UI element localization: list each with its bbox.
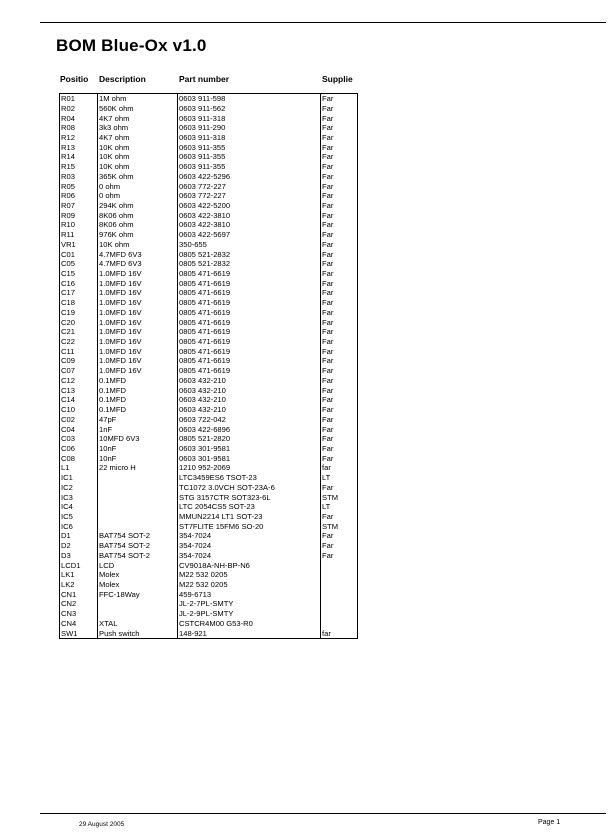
table-row [60,512,358,522]
part-number-cell: 0603 432-210 [178,405,321,415]
description-cell: XTAL [98,619,178,629]
description-cell: 1.0MFD 16V [98,356,178,366]
position-cell: SW1 [60,629,98,639]
supplier-cell: Far [321,259,358,269]
part-number-cell: 350-655 [178,240,321,250]
description-cell: BAT754 SOT-2 [98,551,178,561]
position-cell: CN4 [60,619,98,629]
description-cell: 1.0MFD 16V [98,366,178,376]
description-cell: 10K ohm [98,143,178,153]
description-cell: 3k3 ohm [98,123,178,133]
table-row [60,522,358,532]
table-row [60,463,358,473]
header-description: Description [99,74,146,84]
part-number-cell: 0603 911-318 [178,133,321,143]
table-row [60,541,358,551]
table-row [60,152,358,162]
part-number-cell: 0805 471-6619 [178,347,321,357]
supplier-cell: Far [321,250,358,260]
description-cell: 0.1MFD [98,405,178,415]
position-cell: C13 [60,386,98,396]
table-row [60,259,358,269]
position-cell: R14 [60,152,98,162]
supplier-cell: Far [321,444,358,454]
part-number-cell: 0603 301-9581 [178,454,321,464]
supplier-cell: Far [321,211,358,221]
description-cell: 8K06 ohm [98,220,178,230]
table-row [60,288,358,298]
position-cell: C19 [60,308,98,318]
position-cell: R13 [60,143,98,153]
description-cell: 294K ohm [98,201,178,211]
part-number-cell: 0603 911-355 [178,162,321,172]
position-cell: R04 [60,113,98,123]
description-cell: 1nF [98,424,178,434]
table-row [60,220,358,230]
part-number-cell: 0805 521-2820 [178,434,321,444]
position-cell: R09 [60,211,98,221]
part-number-cell: 0603 432-210 [178,386,321,396]
table-row [60,492,358,502]
description-cell: BAT754 SOT-2 [98,531,178,541]
table-row [60,619,358,629]
supplier-cell: Far [321,113,358,123]
position-cell: IC5 [60,512,98,522]
top-rule [40,22,606,23]
table-row [60,318,358,328]
part-number-cell: 354-7024 [178,531,321,541]
position-cell: C20 [60,318,98,328]
supplier-cell [321,561,358,571]
position-cell: C17 [60,288,98,298]
description-cell: 1.0MFD 16V [98,337,178,347]
description-cell: 1M ohm [98,94,178,104]
part-number-cell: 354-7024 [178,541,321,551]
table-row [60,211,358,221]
description-cell [98,522,178,532]
position-cell: R08 [60,123,98,133]
position-cell: R01 [60,94,98,104]
part-number-cell: 0603 911-562 [178,104,321,114]
part-number-cell: 0805 471-6619 [178,298,321,308]
position-cell: C06 [60,444,98,454]
part-number-cell: MMUN2214 LT1 SOT-23 [178,512,321,522]
header-part-number: Part number [179,74,230,84]
table-row [60,201,358,211]
position-cell: IC1 [60,473,98,483]
table-row [60,113,358,123]
supplier-cell: Far [321,162,358,172]
table-row [60,123,358,133]
part-number-cell: 0603 772-227 [178,191,321,201]
table-row [60,502,358,512]
supplier-cell [321,590,358,600]
position-cell: C10 [60,405,98,415]
description-cell: Push switch [98,629,178,639]
description-cell: 1.0MFD 16V [98,327,178,337]
description-cell: 0 ohm [98,191,178,201]
supplier-cell: Far [321,123,358,133]
bom-table [59,93,358,639]
table-row [60,191,358,201]
table-row [60,415,358,425]
position-cell: LK2 [60,580,98,590]
position-cell: D1 [60,531,98,541]
description-cell: 10K ohm [98,240,178,250]
table-row [60,561,358,571]
supplier-cell: Far [321,318,358,328]
description-cell: 10K ohm [98,152,178,162]
position-cell: C12 [60,376,98,386]
part-number-cell: 0805 471-6619 [178,279,321,289]
part-number-cell: M22 532 0205 [178,570,321,580]
table-row [60,395,358,405]
position-cell: R12 [60,133,98,143]
header-supplier: Supplie [322,74,353,84]
position-cell: C21 [60,327,98,337]
part-number-cell: 0603 422-5697 [178,230,321,240]
part-number-cell: ST7FLITE 15FM6 SO-20 [178,522,321,532]
position-cell: LCD1 [60,561,98,571]
supplier-cell [321,619,358,629]
part-number-cell: LTC3459ES6 TSOT-23 [178,473,321,483]
table-row [60,356,358,366]
description-cell [98,502,178,512]
position-cell: CN2 [60,599,98,609]
supplier-cell: Far [321,405,358,415]
position-cell: D2 [60,541,98,551]
description-cell: 1.0MFD 16V [98,269,178,279]
position-cell: C03 [60,434,98,444]
description-cell: BAT754 SOT-2 [98,541,178,551]
table-row [60,386,358,396]
position-cell: R03 [60,172,98,182]
description-cell [98,483,178,493]
table-row [60,133,358,143]
position-cell: R10 [60,220,98,230]
supplier-cell [321,599,358,609]
supplier-cell: Far [321,240,358,250]
footer-page-number: Page 1 [538,819,561,826]
position-cell: C07 [60,366,98,376]
description-cell: 0.1MFD [98,376,178,386]
part-number-cell: 0603 422-5296 [178,172,321,182]
table-row [60,327,358,337]
description-cell: 1.0MFD 16V [98,318,178,328]
table-row [60,181,358,191]
table-row [60,279,358,289]
supplier-cell: Far [321,298,358,308]
table-row [60,405,358,415]
table-row [60,376,358,386]
supplier-cell: Far [321,230,358,240]
supplier-cell: Far [321,181,358,191]
part-number-cell: JL-2-9PL-SMTY [178,609,321,619]
position-cell: IC2 [60,483,98,493]
description-cell: 47pF [98,415,178,425]
part-number-cell: 0603 911-355 [178,152,321,162]
supplier-cell: Far [321,143,358,153]
supplier-cell: Far [321,308,358,318]
supplier-cell: STM [321,492,358,502]
description-cell [98,492,178,502]
part-number-cell: LTC 2054CS5 SOT-23 [178,502,321,512]
table-row [60,483,358,493]
part-number-cell: 0805 471-6619 [178,288,321,298]
position-cell: IC3 [60,492,98,502]
part-number-cell: 0603 432-210 [178,395,321,405]
table-row [60,347,358,357]
description-cell: 0.1MFD [98,386,178,396]
supplier-cell: Far [321,356,358,366]
supplier-cell: Far [321,288,358,298]
table-row [60,94,358,104]
table-row [60,551,358,561]
table-row [60,580,358,590]
table-row [60,250,358,260]
description-cell: 10K ohm [98,162,178,172]
part-number-cell: 0805 521-2832 [178,259,321,269]
position-cell: R02 [60,104,98,114]
supplier-cell: Far [321,541,358,551]
part-number-cell: 0805 521-2832 [178,250,321,260]
supplier-cell: Far [321,172,358,182]
table-row [60,240,358,250]
table-row [60,454,358,464]
description-cell: 10nF [98,444,178,454]
part-number-cell: TC1072 3.0VCH SOT-23A-6 [178,483,321,493]
supplier-cell: Far [321,327,358,337]
position-cell: R06 [60,191,98,201]
supplier-cell: Far [321,279,358,289]
supplier-cell [321,609,358,619]
table-row [60,172,358,182]
supplier-cell: Far [321,424,358,434]
position-cell: C16 [60,279,98,289]
part-number-cell: 0603 422-5200 [178,201,321,211]
part-number-cell: 459-6713 [178,590,321,600]
table-row [60,298,358,308]
table-row [60,269,358,279]
table-row [60,629,358,639]
position-cell: CN1 [60,590,98,600]
table-row [60,444,358,454]
description-cell: 1.0MFD 16V [98,298,178,308]
supplier-cell: Far [321,376,358,386]
position-cell: C01 [60,250,98,260]
supplier-cell: Far [321,454,358,464]
position-cell: C22 [60,337,98,347]
supplier-cell: LT [321,502,358,512]
supplier-cell: Far [321,337,358,347]
part-number-cell: 0805 471-6619 [178,327,321,337]
table-row [60,609,358,619]
position-cell: VR1 [60,240,98,250]
description-cell: 1.0MFD 16V [98,279,178,289]
part-number-cell: 0603 722-042 [178,415,321,425]
table-row [60,366,358,376]
supplier-cell: Far [321,434,358,444]
part-number-cell: STG 3157CTR SOT323-6L [178,492,321,502]
description-cell: LCD [98,561,178,571]
table-row [60,434,358,444]
description-cell: 0.1MFD [98,395,178,405]
description-cell: 1.0MFD 16V [98,308,178,318]
supplier-cell: Far [321,152,358,162]
supplier-cell: Far [321,220,358,230]
description-cell: 976K ohm [98,230,178,240]
part-number-cell: 1210 952-2069 [178,463,321,473]
supplier-cell: Far [321,395,358,405]
position-cell: C14 [60,395,98,405]
supplier-cell: Far [321,269,358,279]
part-number-cell: 0805 471-6619 [178,269,321,279]
bottom-rule [40,813,606,814]
table-row [60,104,358,114]
description-cell [98,609,178,619]
description-cell: 22 micro H [98,463,178,473]
supplier-cell: Far [321,415,358,425]
part-number-cell: 148-921 [178,629,321,639]
description-cell: 10nF [98,454,178,464]
part-number-cell: 0603 911-598 [178,94,321,104]
supplier-cell: far [321,463,358,473]
part-number-cell: 0603 772-227 [178,181,321,191]
supplier-cell: Far [321,191,358,201]
part-number-cell: 0603 422-3810 [178,220,321,230]
position-cell: IC4 [60,502,98,512]
position-cell: LK1 [60,570,98,580]
position-cell: C15 [60,269,98,279]
part-number-cell: 0805 471-6619 [178,366,321,376]
position-cell: C04 [60,424,98,434]
position-cell: C02 [60,415,98,425]
part-number-cell: 0805 471-6619 [178,337,321,347]
part-number-cell: CSTCR4M00 G53-R0 [178,619,321,629]
table-row [60,473,358,483]
table-row [60,162,358,172]
position-cell: C11 [60,347,98,357]
table-row [60,531,358,541]
supplier-cell: Far [321,104,358,114]
description-cell: 8K06 ohm [98,211,178,221]
part-number-cell: 0603 911-355 [178,143,321,153]
part-number-cell: 0603 911-290 [178,123,321,133]
part-number-cell: 0603 432-210 [178,376,321,386]
part-number-cell: 0603 422-3810 [178,211,321,221]
part-number-cell: 0805 471-6619 [178,308,321,318]
header-position: Positio [60,74,89,84]
position-cell: C09 [60,356,98,366]
position-cell: R07 [60,201,98,211]
table-row [60,337,358,347]
supplier-cell: Far [321,483,358,493]
description-cell [98,599,178,609]
supplier-cell [321,570,358,580]
table-row [60,599,358,609]
supplier-cell: Far [321,366,358,376]
position-cell: C08 [60,454,98,464]
description-cell: Molex [98,580,178,590]
footer-date: 29 August 2005 [79,821,125,828]
supplier-cell: far [321,629,358,639]
description-cell: 1.0MFD 16V [98,347,178,357]
supplier-cell [321,580,358,590]
part-number-cell: CV9018A-NH-BP-N6 [178,561,321,571]
description-cell: 4.7MFD 6V3 [98,259,178,269]
table-row [60,590,358,600]
description-cell: 10MFD 6V3 [98,434,178,444]
part-number-cell: 0603 911-318 [178,113,321,123]
document-title: BOM Blue-Ox v1.0 [56,36,207,55]
part-number-cell: 354-7024 [178,551,321,561]
description-cell: FFC-18Way [98,590,178,600]
description-cell: 560K ohm [98,104,178,114]
position-cell: R05 [60,181,98,191]
position-cell: R11 [60,230,98,240]
position-cell: IC6 [60,522,98,532]
supplier-cell: Far [321,386,358,396]
part-number-cell: 0603 422-6896 [178,424,321,434]
description-cell: 1.0MFD 16V [98,288,178,298]
description-cell: 365K ohm [98,172,178,182]
description-cell [98,512,178,522]
supplier-cell: Far [321,512,358,522]
table-row [60,570,358,580]
position-cell: R15 [60,162,98,172]
part-number-cell: 0805 471-6619 [178,356,321,366]
description-cell: 4K7 ohm [98,133,178,143]
table-row [60,424,358,434]
supplier-cell: Far [321,201,358,211]
position-cell: L1 [60,463,98,473]
supplier-cell: Far [321,551,358,561]
part-number-cell: 0603 301-9581 [178,444,321,454]
part-number-cell: M22 532 0205 [178,580,321,590]
supplier-cell: Far [321,531,358,541]
position-cell: C05 [60,259,98,269]
description-cell: 0 ohm [98,181,178,191]
description-cell: 4.7MFD 6V3 [98,250,178,260]
description-cell [98,473,178,483]
supplier-cell: Far [321,94,358,104]
description-cell: Molex [98,570,178,580]
part-number-cell: JL-2-7PL-SMTY [178,599,321,609]
supplier-cell: Far [321,133,358,143]
supplier-cell: LT [321,473,358,483]
table-row [60,308,358,318]
supplier-cell: Far [321,347,358,357]
description-cell: 4K7 ohm [98,113,178,123]
table-row [60,230,358,240]
position-cell: CN3 [60,609,98,619]
supplier-cell: STM [321,522,358,532]
part-number-cell: 0805 471-6619 [178,318,321,328]
position-cell: C18 [60,298,98,308]
table-row [60,143,358,153]
position-cell: D3 [60,551,98,561]
